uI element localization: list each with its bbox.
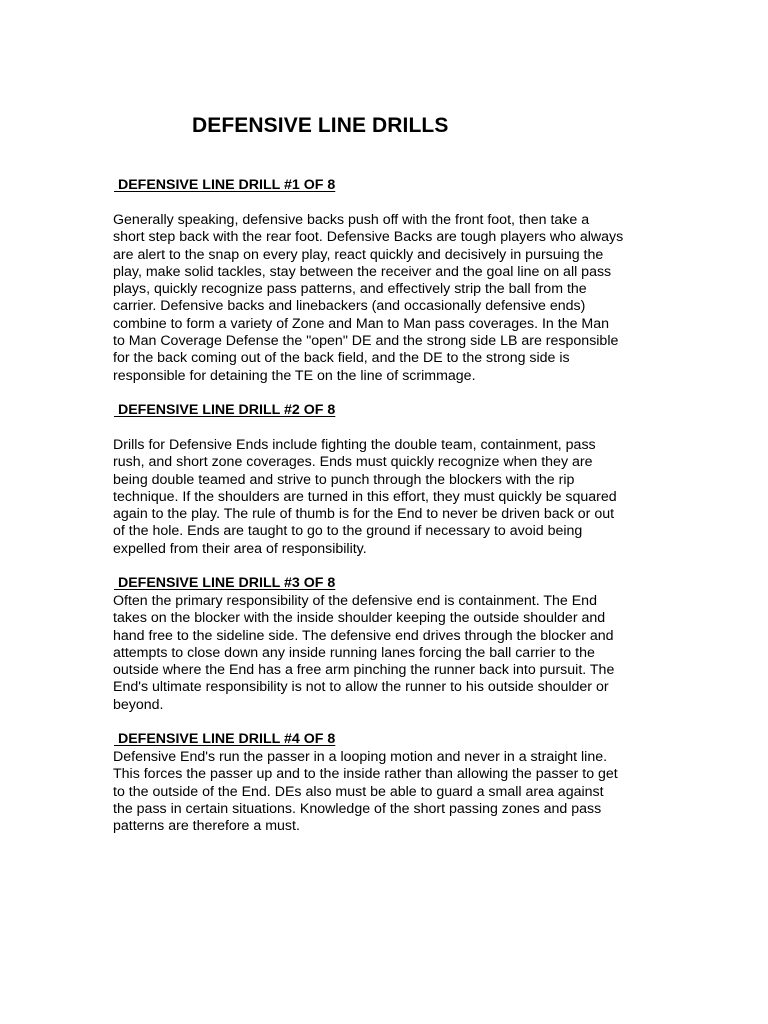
section-heading-2: DEFENSIVE LINE DRILL #2 OF 8 xyxy=(114,402,336,418)
section-heading-3: DEFENSIVE LINE DRILL #3 OF 8 xyxy=(114,575,336,591)
text-line: the pass in certain situations. Knowledge of the short passing zones and pass xyxy=(113,800,602,817)
section-body-3 xyxy=(113,593,653,714)
text-line: play, make solid tackles, stay between the receiver and the goal line on all pass xyxy=(113,263,612,280)
text-line: are alert to the snap on every play, react quickly and decisively in pursuing the xyxy=(113,246,604,263)
text-line: Drills for Defensive Ends include fighting the double team, containment, pass xyxy=(113,437,596,453)
text-line: takes on the blocker with the inside shoulder keeping the outside shoulder and xyxy=(113,610,606,627)
section-body-1 xyxy=(113,212,653,385)
text-line: of the hole. Ends are taught to go to the ground if necessary to avoid being xyxy=(113,523,583,540)
text-line: being double teamed and strive to punch through the blockers with the rip xyxy=(113,471,575,488)
text-line: combine to form a variety of Zone and Man to Man pass coverages. In the Man xyxy=(113,315,610,332)
text-line: for the back coming out of the back field, and the DE to the strong side is xyxy=(113,350,570,367)
text-line: Defensive End's run the passer in a looping motion and never in a straight line. xyxy=(113,749,608,765)
text-line: patterns are therefore a must. xyxy=(113,818,300,835)
text-line: This forces the passer up and to the inside rather than allowing the passer to get xyxy=(113,766,618,783)
text-line: short step back with the rear foot. Defensive Backs are tough players who always xyxy=(113,229,624,246)
text-line: responsible for detaining the TE on the line of scrimmage. xyxy=(113,367,476,384)
section-heading-4: DEFENSIVE LINE DRILL #4 OF 8 xyxy=(114,731,336,747)
text-line: hand free to the sideline side. The defensive end drives through the blocker and xyxy=(113,627,614,644)
section-body-2 xyxy=(113,437,653,558)
text-line: beyond. xyxy=(113,696,164,713)
text-line: outside where the End has a free arm pinching the runner back into pursuit. The xyxy=(113,662,615,679)
text-line: again to the play. The rule of thumb is for the End to never be driven back or out xyxy=(113,506,615,523)
text-line: technique. If the shoulders are turned in this effort, they must quickly be squared xyxy=(113,488,617,505)
text-line: to Man Coverage Defense the "open" DE and the strong side LB are responsible xyxy=(113,333,619,350)
text-line: rush, and short zone coverages. Ends must quickly recognize when they are xyxy=(113,454,593,471)
text-line: End's ultimate responsibility is not to allow the runner to his outside shoulder or xyxy=(113,679,609,696)
text-line: to the outside of the End. DEs also must be able to guard a small area against xyxy=(113,783,604,800)
text-line: expelled from their area of responsibility. xyxy=(113,540,367,557)
text-line: plays, quickly recognize pass patterns, and effectively strip the ball from the xyxy=(113,281,587,298)
section-body-4 xyxy=(113,749,653,835)
section-heading-1: DEFENSIVE LINE DRILL #1 OF 8 xyxy=(114,177,336,193)
text-line: Often the primary responsibility of the defensive end is containment. The End xyxy=(113,593,597,609)
text-line: Generally speaking, defensive backs push off with the front foot, then take a xyxy=(113,212,590,228)
page-title: DEFENSIVE LINE DRILLS xyxy=(192,114,449,137)
text-line: attempts to close down any inside running lanes forcing the ball carrier to the xyxy=(113,644,595,661)
text-line: carrier. Defensive backs and linebackers (and occasionally defensive ends) xyxy=(113,298,586,315)
